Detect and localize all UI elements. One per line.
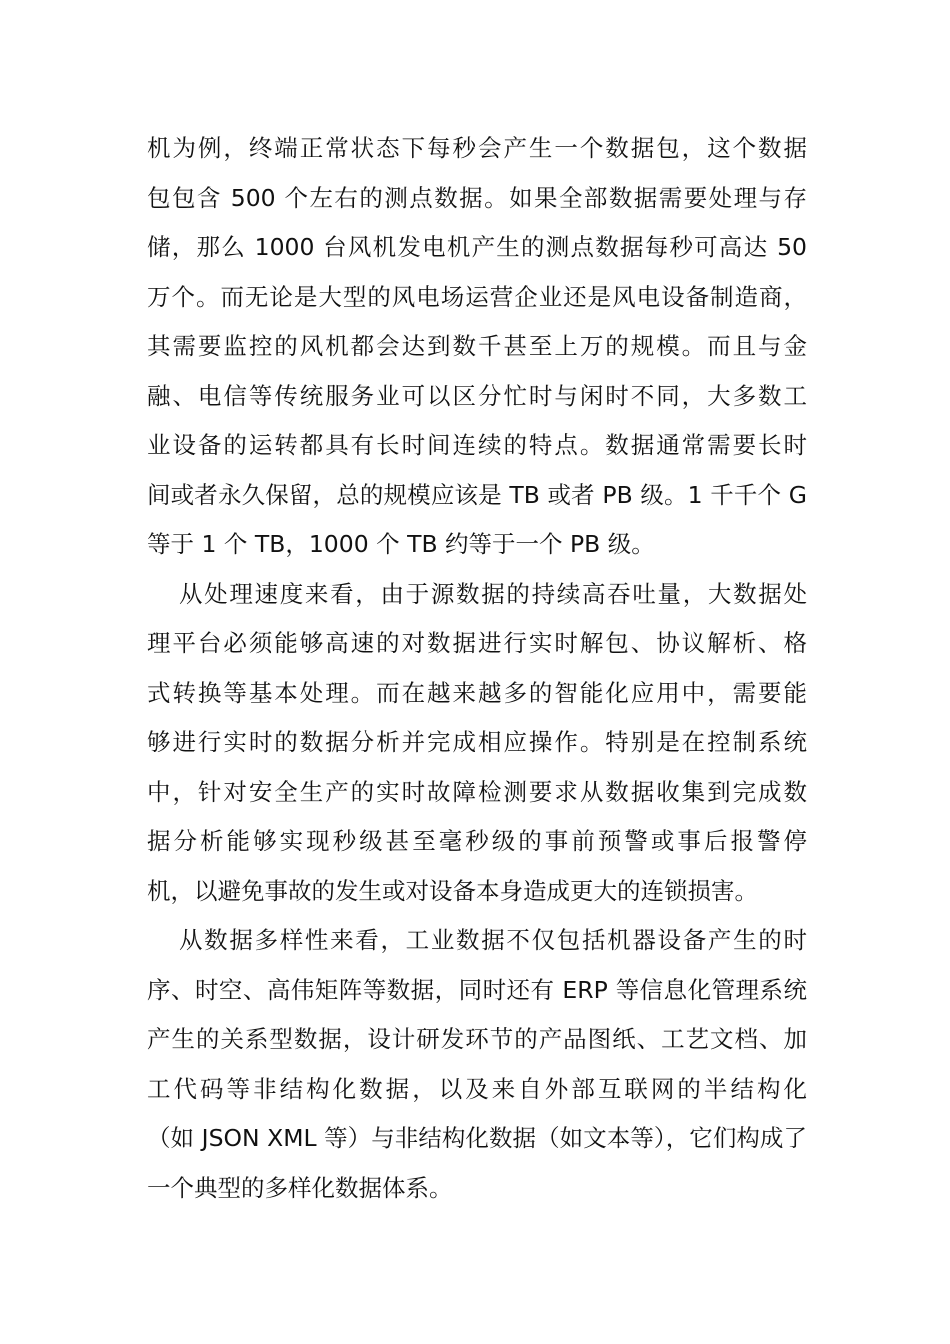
text-line: 融、电信等传统服务业可以区分忙时与闲时不同，大多数工 <box>147 381 807 410</box>
text-line: 中，针对安全生产的实时故障检测要求从数据收集到完成数 <box>147 777 807 806</box>
paragraph-1 <box>147 124 807 570</box>
text-line: 从处理速度来看，由于源数据的持续高吞吐量，大数据处 <box>179 579 807 608</box>
text-line: 据分析能够实现秒级甚至毫秒级的事前预警或事后报警停 <box>147 827 807 855</box>
text-line: 式转换等基本处理。而在越来越多的智能化应用中，需要能 <box>147 678 807 707</box>
text-line: 间或者永久保留，总的规模应该是 TB 或者 PB 级。1 千千个 G <box>147 480 807 509</box>
text-line: 其需要监控的风机都会达到数千甚至上万的规模。而且与金 <box>147 332 807 360</box>
text-line: 包包含 500 个左右的测点数据。如果全部数据需要处理与存 <box>147 183 807 212</box>
paragraph-3 <box>147 916 807 1213</box>
text-line: 工代码等非结构化数据，以及来自外部互联网的半结构化 <box>147 1074 807 1103</box>
document-body <box>147 124 807 1213</box>
paragraph-2 <box>147 570 807 917</box>
text-line: 序、时空、高伟矩阵等数据，同时还有 ERP 等信息化管理系统 <box>147 975 807 1004</box>
text-line: 机为例，终端正常状态下每秒会产生一个数据包，这个数据 <box>147 134 807 162</box>
text-line: 理平台必须能够高速的对数据进行实时解包、协议解析、格 <box>147 629 807 657</box>
text-line: 一个典型的多样化数据体系。 <box>147 1173 453 1202</box>
text-line: 机，以避免事故的发生或对设备本身造成更大的连锁损害。 <box>147 876 758 905</box>
text-line: 产生的关系型数据，设计研发环节的产品图纸、工艺文档、加 <box>147 1025 807 1053</box>
text-line: （如 JSON XML 等）与非结构化数据（如文本等），它们构成了 <box>147 1124 807 1152</box>
text-line: 储，那么 1000 台风机发电机产生的测点数据每秒可高达 50 <box>147 233 807 261</box>
text-line: 业设备的运转都具有长时间连续的特点。数据通常需要长时 <box>147 431 807 459</box>
text-line: 等于 1 个 TB，1000 个 TB 约等于一个 PB 级。 <box>147 530 655 558</box>
text-line: 从数据多样性来看，工业数据不仅包括机器设备产生的时 <box>179 926 807 954</box>
text-line: 够进行实时的数据分析并完成相应操作。特别是在控制系统 <box>147 728 807 756</box>
text-line: 万个。而无论是大型的风电场运营企业还是风电设备制造商， <box>147 282 807 311</box>
